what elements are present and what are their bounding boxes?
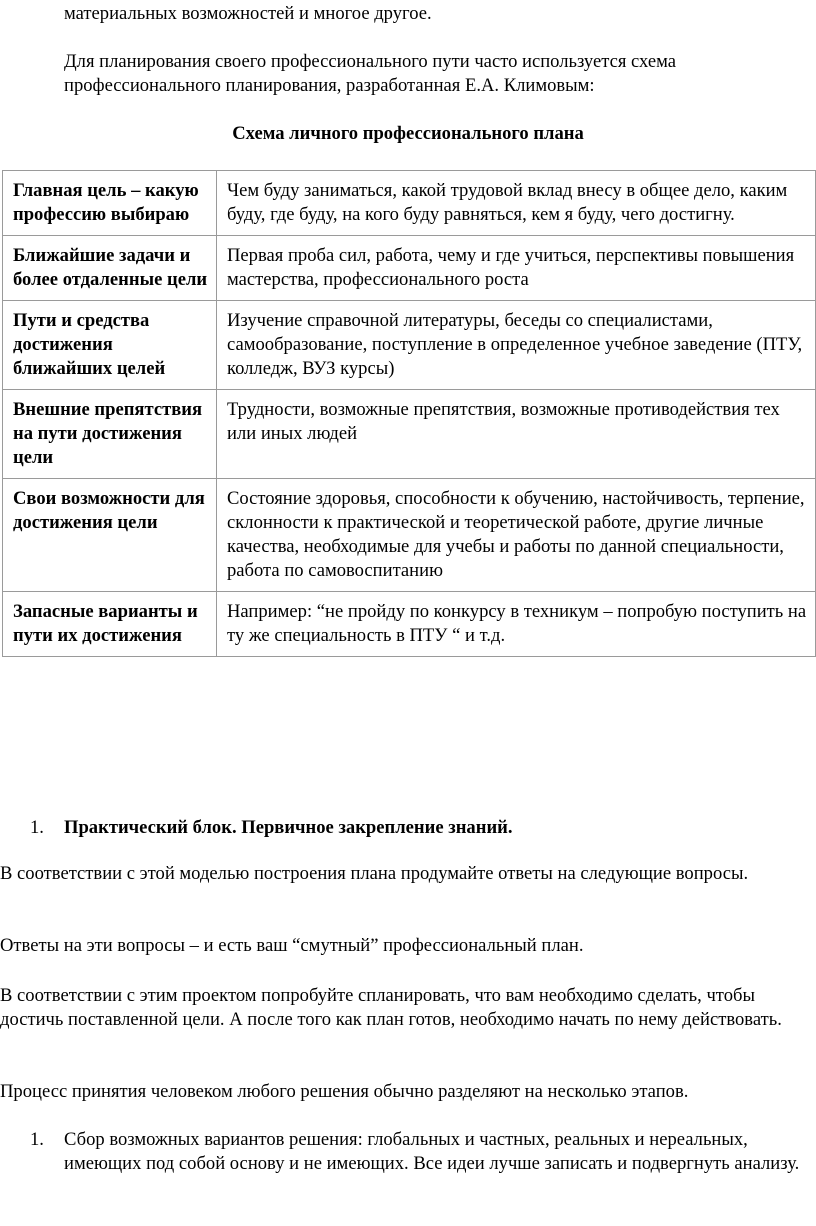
intro-paragraph: Для планирования своего профессионального пути часто используется схема профессионального планирования, разработанная Е.А. Климовым:: [64, 51, 677, 96]
paragraph: В соответствии с этой моделью построения плана продумайте ответы на следующие вопросы.: [0, 863, 749, 884]
table-row: [3, 301, 816, 390]
row-key: Свои возможности для достижения цели: [3, 479, 217, 592]
table-row: [3, 236, 816, 301]
row-value: Состояние здоровья, способности к обучению, настойчивость, терпение, склонности к практической и теоретической работе, другие личные качества, необходимые для учебы и работы по данной специальности, работа по самовоспитанию: [217, 479, 816, 592]
row-value: Чем буду заниматься, какой трудовой вклад внесу в общее дело, каким буду, где буду, на кого буду равняться, кем я буду, чего достигну.: [217, 171, 816, 236]
row-value: Изучение справочной литературы, беседы со специалистами, самообразование, поступление в определенное учебное заведение (ПТУ, колледж, ВУЗ курсы): [217, 301, 816, 390]
table-row: [3, 171, 816, 236]
plan-table: [2, 170, 816, 657]
table-row: [3, 592, 816, 657]
list-number: 1.: [30, 1129, 44, 1150]
table-row: [3, 479, 816, 592]
row-key: Запасные варианты и пути их достижения: [3, 592, 217, 657]
list-item: Сбор возможных вариантов решения: глобальных и частных, реальных и нереальных, имеющих под собой основу и не имеющих. Все идеи лучше записать и подвергнуть анализу.: [64, 1129, 800, 1174]
row-key: Ближайшие задачи и более отдаленные цели: [3, 236, 217, 301]
table-title: Схема личного профессионального плана: [232, 123, 584, 144]
paragraph: В соответствии с этим проектом попробуйте спланировать, что вам необходимо сделать, чтобы достичь поставленной цели. А после того как план готов, необходимо начать по нему действовать.: [0, 985, 782, 1030]
paragraph: Процесс принятия человеком любого решения обычно разделяют на несколько этапов.: [0, 1081, 689, 1102]
row-key: Главная цель – какую профессию выбираю: [3, 171, 217, 236]
row-value: Трудности, возможные препятствия, возможные противодействия тех или иных людей: [217, 390, 816, 479]
table-row: [3, 390, 816, 479]
paragraph: Ответы на эти вопросы – и есть ваш “смутный” профессиональный план.: [0, 935, 584, 956]
row-value: Первая проба сил, работа, чему и где учиться, перспективы повышения мастерства, профессионального роста: [217, 236, 816, 301]
intro-line: материальных возможностей и многое другое.: [64, 3, 432, 24]
section-heading: Практический блок. Первичное закрепление знаний.: [64, 817, 513, 838]
row-value: Например: “не пройду по конкурсу в техникум – попробую поступить на ту же специальность в ПТУ “ и т.д.: [217, 592, 816, 657]
row-key: Пути и средства достижения ближайших целей: [3, 301, 217, 390]
row-key: Внешние препятствия на пути достижения цели: [3, 390, 217, 479]
section-number: 1.: [30, 817, 44, 838]
